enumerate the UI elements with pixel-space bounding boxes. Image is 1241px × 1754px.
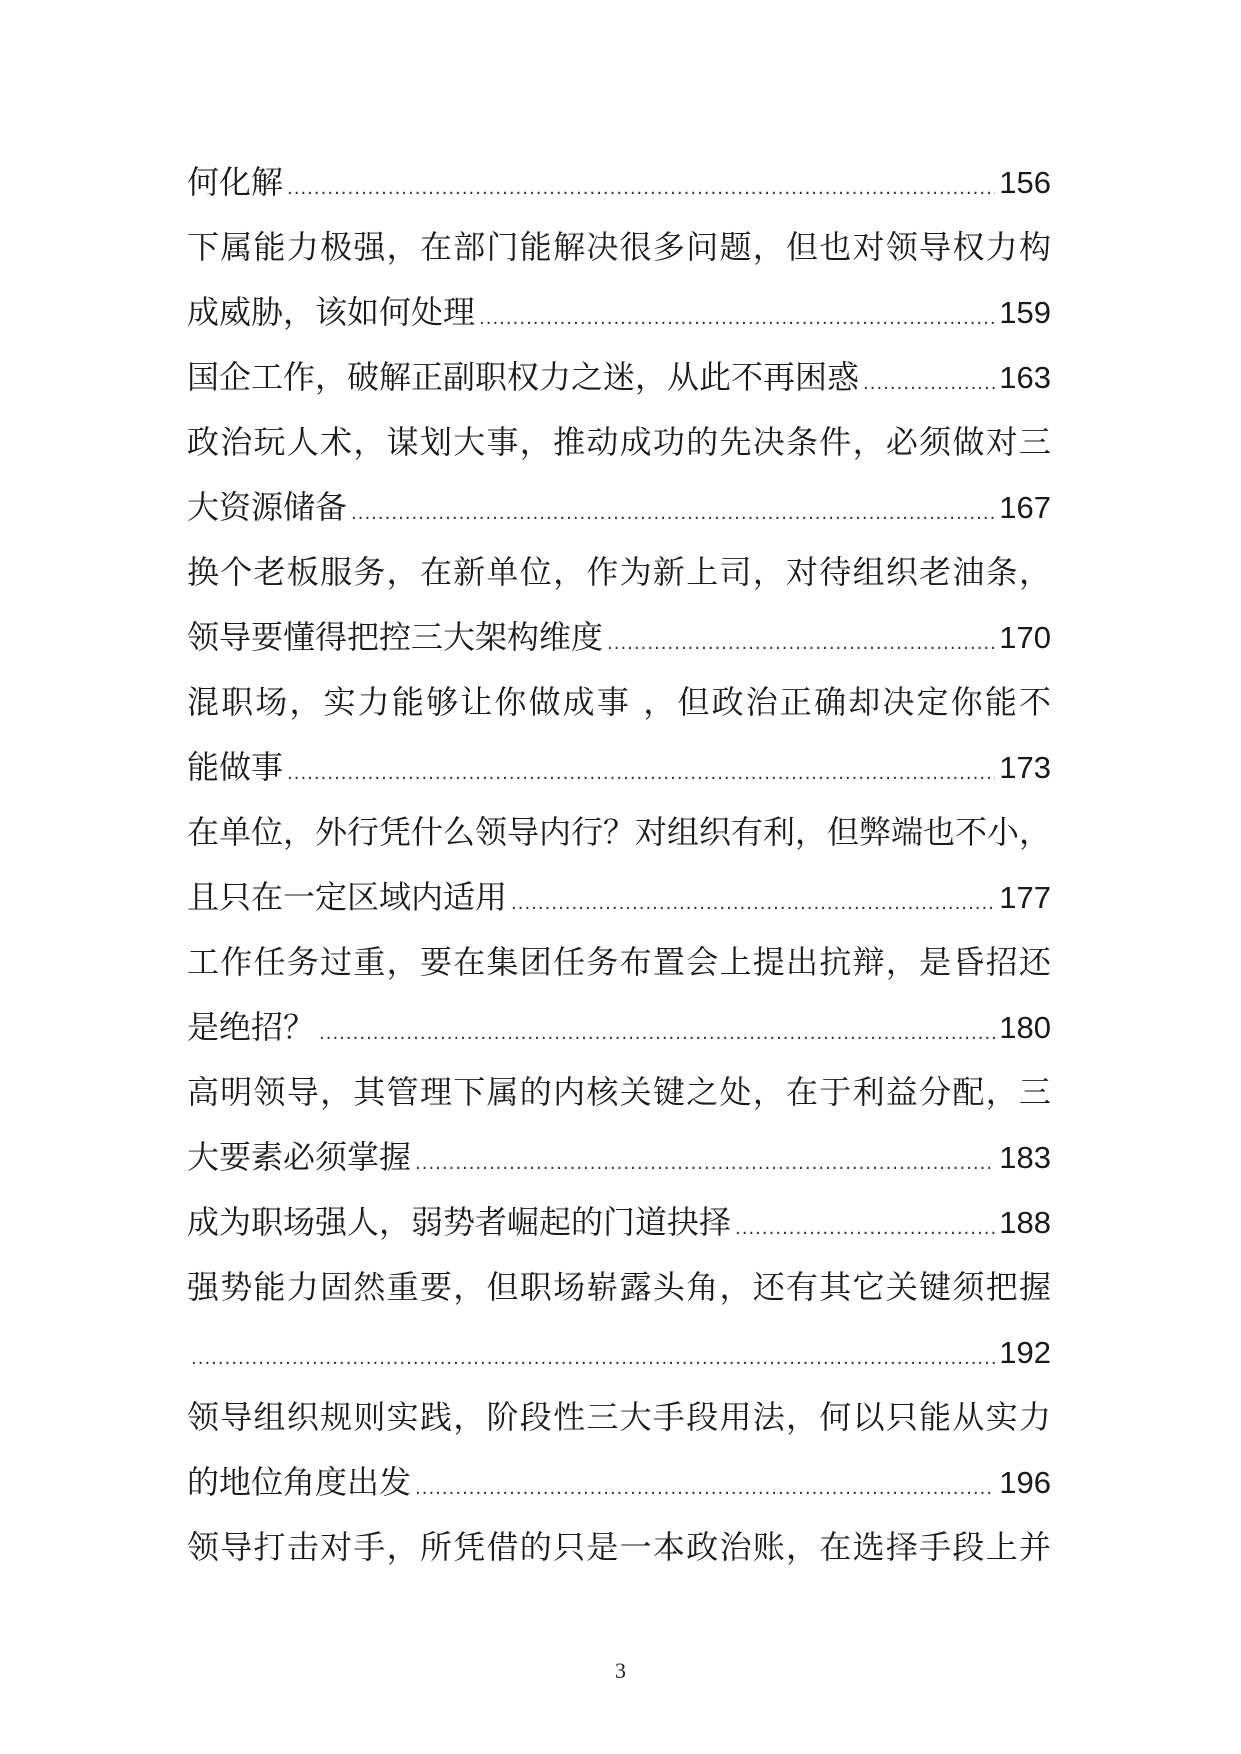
dot-leader: [863, 351, 995, 410]
toc-entry-line: 工作任务过重，要在集团任务布置会上提出抗辩，是昏招还: [187, 943, 1051, 981]
toc-entry-title: 成为职场强人，弱势者崛起的门道抉择: [187, 1203, 732, 1241]
table-of-contents: [187, 150, 1051, 1580]
toc-entry[interactable]: [187, 1385, 1051, 1515]
toc-entry[interactable]: [187, 800, 1051, 930]
toc-entry-last-line: [187, 1450, 1051, 1515]
dot-leader: [511, 871, 995, 930]
toc-page-number: 173: [999, 750, 1051, 785]
toc-page-number: 163: [999, 360, 1051, 395]
toc-entry[interactable]: [187, 540, 1051, 670]
toc-entry-last-line: [187, 1125, 1051, 1190]
toc-entry-last-line: [187, 1190, 1051, 1255]
toc-entry-line: 混职场，实力能够让你做成事 ，但政治正确却决定你能不: [187, 683, 1051, 721]
toc-entry-last-line: [187, 605, 1051, 670]
toc-page-number: 183: [999, 1140, 1051, 1175]
toc-entry[interactable]: [187, 1060, 1051, 1190]
toc-entry[interactable]: [187, 930, 1051, 1060]
toc-entry-title: 成威胁，该如何处理: [187, 293, 476, 331]
toc-entry[interactable]: [187, 150, 1051, 215]
toc-entry-line: 下属能力极强，在部门能解决很多问题，但也对领导权力构: [187, 228, 1051, 266]
toc-entry-line: 政治玩人术，谋划大事，推动成功的先决条件，必须做对三: [187, 423, 1051, 461]
toc-entry-title: 且只在一定区域内适用: [187, 878, 508, 916]
toc-entry-line: 在单位，外行凭什么领导内行？对组织有利，但弊端也不小，: [187, 813, 1051, 851]
dot-leader: [287, 741, 995, 800]
toc-page-number: 188: [999, 1205, 1051, 1240]
toc-entry[interactable]: [187, 215, 1051, 345]
toc-entry-last-line: [187, 280, 1051, 345]
dot-leader: [351, 481, 995, 540]
toc-entry-line: 高明领导，其管理下属的内核关键之处，在于利益分配，三: [187, 1073, 1051, 1111]
toc-entry-title: 能做事: [187, 748, 284, 786]
toc-page-number: 159: [999, 295, 1051, 330]
toc-entry-line: 领导组织规则实践，阶段性三大手段用法，何以只能从实力: [187, 1398, 1051, 1436]
toc-entry-title: 是绝招？: [187, 1008, 316, 1046]
toc-page-number: 180: [999, 1010, 1051, 1045]
toc-entry-title: 领导要懂得把控三大架构维度: [187, 618, 604, 656]
dot-leader: [735, 1196, 995, 1255]
toc-entry-title: 何化解: [187, 163, 284, 201]
toc-entry-title: 大要素必须掌握: [187, 1138, 412, 1176]
toc-entry[interactable]: [187, 1255, 1051, 1385]
toc-page-number: 156: [999, 165, 1051, 200]
toc-entry[interactable]: [187, 410, 1051, 540]
toc-entry-last-line: [187, 345, 1051, 410]
toc-page-number: 196: [999, 1465, 1051, 1500]
toc-entry-line: 强势能力固然重要，但职场崭露头角，还有其它关键须把握: [187, 1268, 1051, 1306]
toc-page-number: 192: [999, 1335, 1051, 1370]
toc-page-number: 177: [999, 880, 1051, 915]
dot-leader: [319, 1001, 995, 1060]
toc-entry-last-line: [187, 475, 1051, 540]
toc-entry-last-line: [187, 735, 1051, 800]
toc-entry-last-line: [187, 865, 1051, 930]
toc-entry[interactable]: [187, 670, 1051, 800]
toc-page-number: 167: [999, 490, 1051, 525]
toc-entry[interactable]: [187, 345, 1051, 410]
toc-entry-title: 的地位角度出发: [187, 1463, 412, 1501]
dot-leader: [415, 1131, 995, 1190]
toc-entry-last-line: [187, 150, 1051, 215]
dot-leader: [287, 156, 995, 215]
toc-entry-last-line: [187, 995, 1051, 1060]
page-number: 3: [615, 1658, 626, 1683]
dot-leader: [191, 1326, 995, 1385]
toc-entry-last-line: [187, 1320, 1051, 1385]
dot-leader: [607, 611, 995, 670]
toc-page-number: 170: [999, 620, 1051, 655]
toc-entry-title: 大资源储备: [187, 488, 348, 526]
dot-leader: [479, 286, 995, 345]
toc-entry-title: 国企工作，破解正副职权力之迷，从此不再困惑: [187, 358, 860, 396]
toc-entry[interactable]: [187, 1190, 1051, 1255]
toc-entry-line: 领导打击对手，所凭借的只是一本政治账，在选择手段上并: [187, 1528, 1051, 1566]
dot-leader: [415, 1456, 995, 1515]
toc-entry[interactable]: [187, 1515, 1051, 1580]
toc-entry-line: 换个老板服务，在新单位，作为新上司，对待组织老油条，: [187, 553, 1051, 591]
